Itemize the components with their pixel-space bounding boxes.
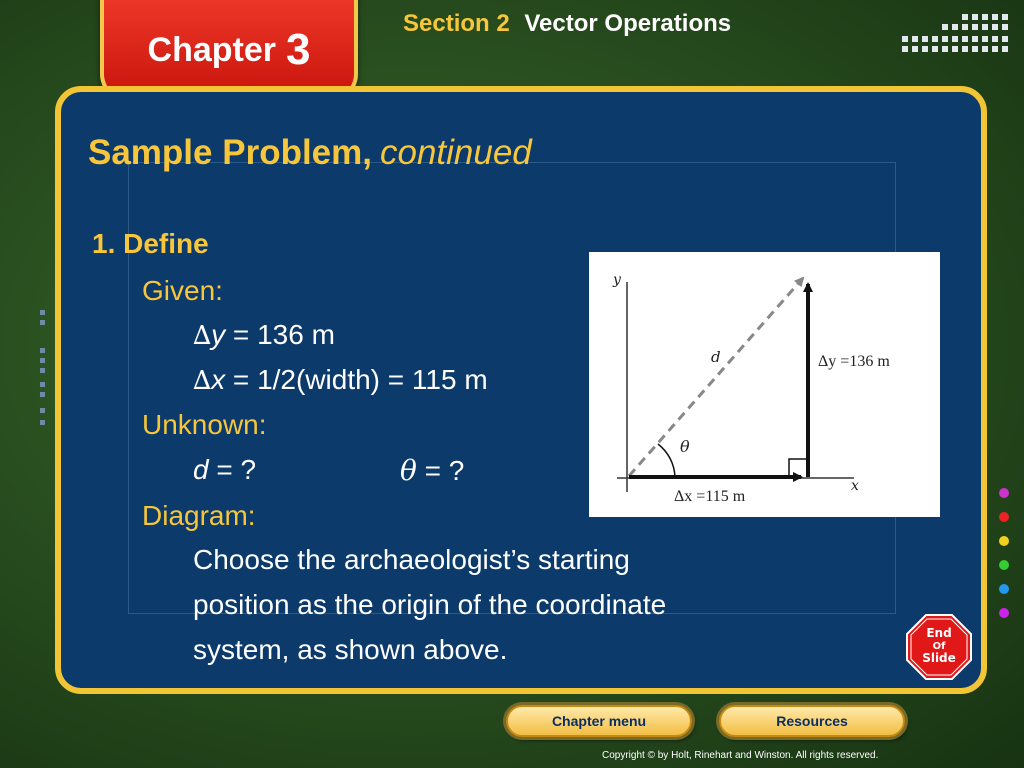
end-text: End (926, 626, 952, 640)
resultant-vector-d (629, 278, 803, 476)
theta-arc (658, 444, 675, 477)
dx-variable: x (211, 364, 226, 395)
d-variable: d (193, 454, 209, 485)
d-equals: = ? (208, 454, 257, 485)
dy-value: = 136 m (225, 319, 335, 350)
diagram-x-axis-label: x (851, 478, 859, 494)
copyright-notice: Copyright © by Holt, Rinehart and Winston. All rights reserved. (602, 750, 879, 761)
decorative-dots-top-right (902, 14, 1014, 54)
chapter-menu-button[interactable]: Chapter menu (506, 705, 692, 737)
diagram-dy-label: Δy =136 m (818, 353, 890, 370)
section-label: Section 2 (403, 10, 510, 37)
delta-symbol: ∆ (193, 321, 212, 351)
dx-value: = 1/2(width) = 115 m (225, 364, 488, 395)
chapter-number: 3 (285, 25, 311, 74)
diagram-d-label: d (711, 348, 721, 366)
unknown-label: Unknown: (142, 409, 267, 440)
unknown-theta (400, 454, 464, 487)
diagram-dx-label: Δx =115 m (674, 488, 746, 505)
title-main: Sample Problem, (88, 133, 372, 172)
given-dx (193, 364, 488, 396)
section-title (403, 10, 731, 38)
unknown-d (193, 454, 256, 486)
description-line-2: position as the origin of the coordinate (193, 589, 667, 620)
decorative-dots-right (996, 485, 1012, 645)
resources-button[interactable]: Resources (719, 705, 905, 737)
slide-text: Slide (922, 651, 956, 665)
diagram-y-axis-label: y (613, 272, 621, 288)
chapter-word: Chapter (147, 30, 276, 69)
end-of-slide-button[interactable] (906, 614, 972, 680)
delta-symbol: ∆ (193, 366, 212, 396)
diagram-theta-label: θ (680, 437, 690, 456)
given-label: Given: (142, 275, 223, 306)
of-text: Of (932, 641, 946, 652)
title-continued: continued (379, 133, 532, 172)
dy-variable: y (211, 319, 226, 350)
section-topic: Vector Operations (524, 10, 732, 37)
theta-equals: = ? (416, 455, 465, 486)
description-line-3: system, as shown above. (193, 634, 508, 665)
theta-variable: θ (400, 454, 417, 487)
decorative-dots-left (36, 310, 52, 430)
given-dy (193, 319, 335, 351)
step-define: 1. Define (92, 228, 209, 259)
slide-title (88, 133, 532, 173)
vector-diagram (589, 252, 940, 517)
diagram-label: Diagram: (142, 500, 256, 531)
right-angle-mark (789, 459, 808, 477)
description-line-1: Choose the archaeologist’s starting (193, 544, 630, 575)
